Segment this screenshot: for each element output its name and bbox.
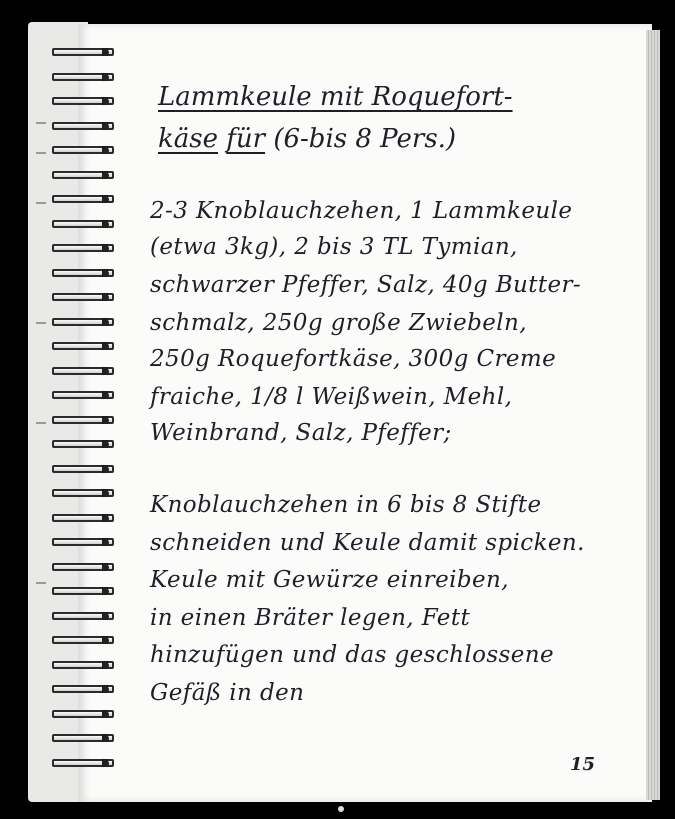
ingredient-line: Weinbrand, Salz, Pfeffer; [150, 420, 452, 446]
ingredient-line: schwarzer Pfeffer, Salz, 40g Butter- [150, 272, 582, 298]
instruction-line: hinzufügen und das geschlossene [150, 642, 554, 668]
punch-hole [102, 172, 109, 179]
ingredient-line: 2-3 Knoblauchzehen, 1 Lammkeule [150, 198, 573, 224]
recipe-title-servings: (6-bis 8 Pers.) [273, 124, 457, 154]
punch-hole [102, 147, 109, 154]
punch-hole [102, 245, 109, 252]
punch-hole [102, 368, 109, 375]
punch-hole [102, 49, 109, 56]
recipe-title-line-1: Lammkeule mit Roquefort- [158, 82, 513, 112]
punch-hole [102, 343, 109, 350]
recipe-title-word-fuer: für [226, 124, 266, 154]
punch-hole [102, 711, 109, 718]
punch-hole [102, 637, 109, 644]
punch-hole [102, 196, 109, 203]
instruction-line: in einen Bräter legen, Fett [150, 605, 471, 631]
punch-hole [102, 515, 109, 522]
punch-hole [102, 735, 109, 742]
punch-hole [102, 662, 109, 669]
spiral-binding [46, 0, 126, 819]
punch-hole [102, 539, 109, 546]
punch-hole [102, 270, 109, 277]
ingredient-line: 250g Roquefortkäse, 300g Creme [150, 346, 557, 372]
recipe-title-line-2 [158, 124, 456, 154]
instruction-line: Gefäß in den [150, 680, 305, 706]
ingredient-line: fraiche, 1/8 l Weißwein, Mehl, [150, 384, 513, 410]
punch-hole [102, 74, 109, 81]
ingredient-line: (etwa 3kg), 2 bis 3 TL Tymian, [150, 234, 518, 260]
bottom-dot [338, 806, 344, 812]
punch-hole [102, 490, 109, 497]
ingredient-line: schmalz, 250g große Zwiebeln, [150, 310, 527, 336]
punch-hole [102, 564, 109, 571]
page-edge [646, 30, 660, 800]
instruction-line: schneiden und Keule damit spicken. [150, 530, 585, 556]
page-number: 15 [570, 754, 596, 775]
punch-hole [102, 98, 109, 105]
punch-hole [102, 686, 109, 693]
instruction-line: Keule mit Gewürze einreiben, [150, 567, 509, 593]
punch-hole [102, 392, 109, 399]
punch-hole [102, 466, 109, 473]
recipe-title-word-kaese: käse [158, 124, 218, 154]
punch-hole [102, 417, 109, 424]
punch-hole [102, 760, 109, 767]
instruction-line: Knoblauchzehen in 6 bis 8 Stifte [150, 492, 542, 518]
punch-hole [102, 123, 109, 130]
punch-hole [102, 294, 109, 301]
punch-hole [102, 613, 109, 620]
punch-hole [102, 441, 109, 448]
punch-hole [102, 588, 109, 595]
punch-hole [102, 221, 109, 228]
punch-hole [102, 319, 109, 326]
